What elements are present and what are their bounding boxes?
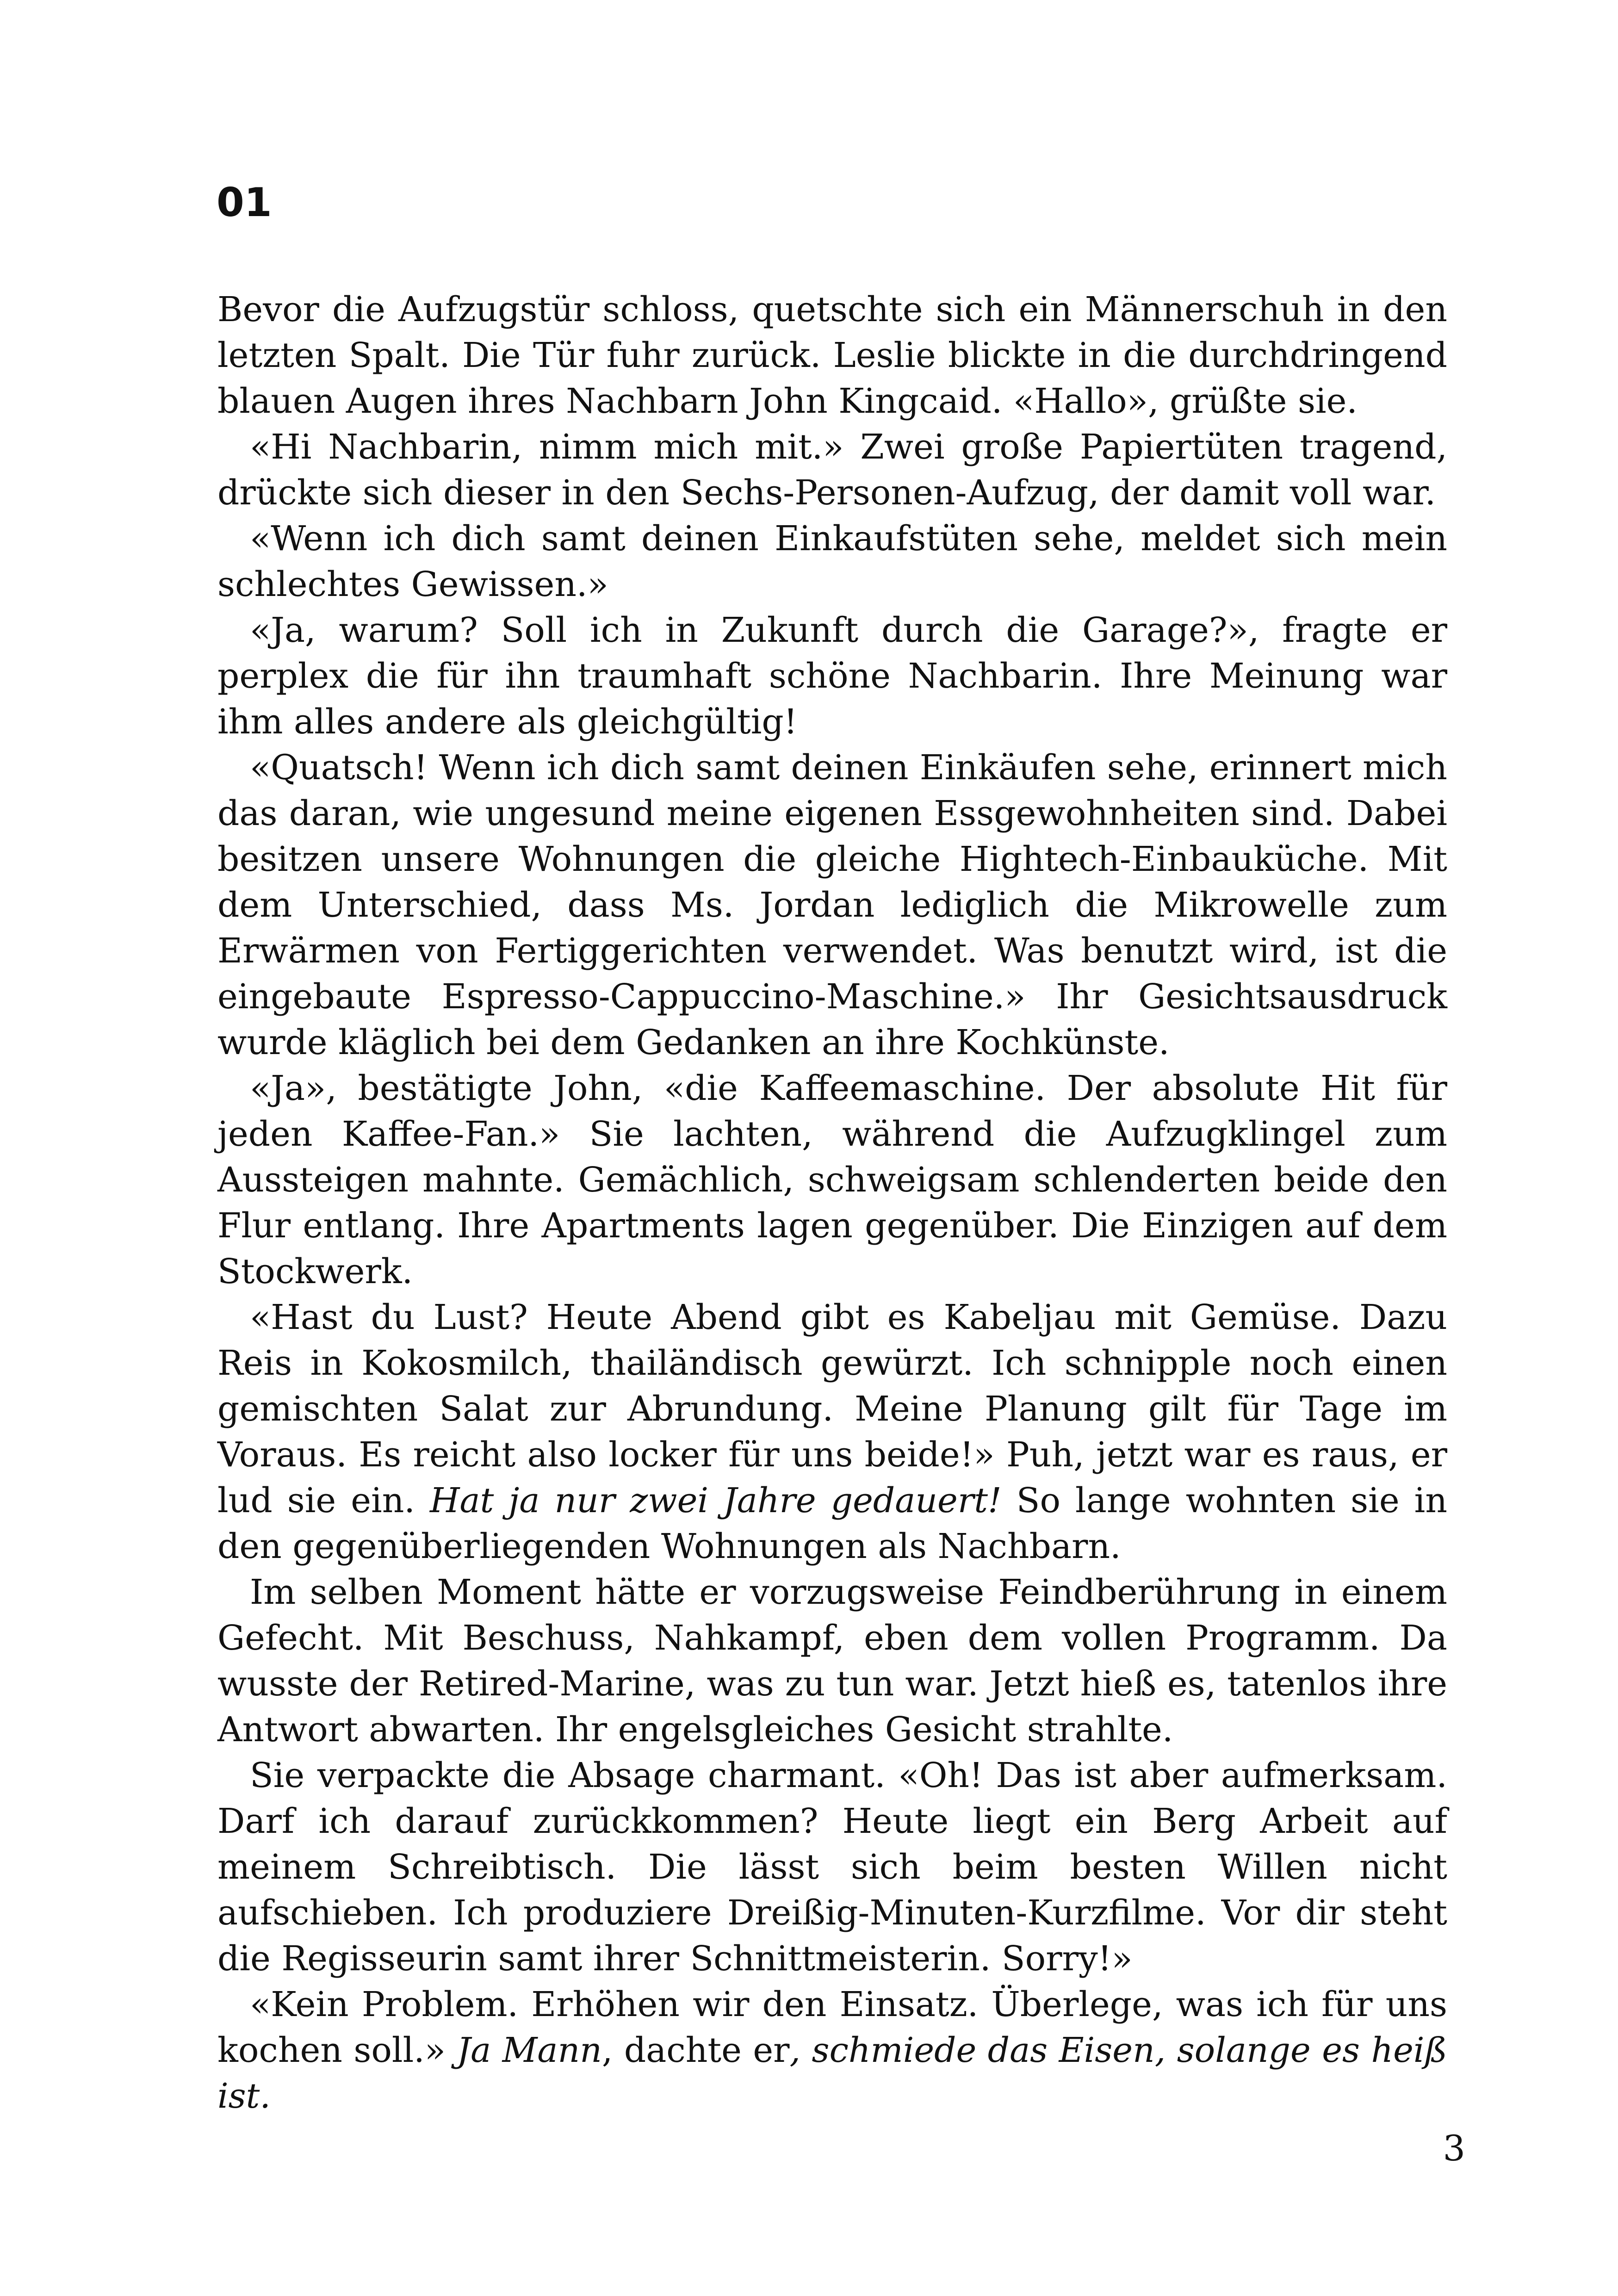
paragraph: [217, 608, 1447, 745]
page-number: 3: [1443, 2128, 1465, 2169]
italic-thought: , schmiede das Eisen, solange es heiß ist.: [217, 2030, 1447, 2116]
paragraph: [217, 287, 1447, 424]
text-run: Bevor die Aufzugstür schloss, quetschte sich ein Männerschuh in den letzten Spalt. Die Tür fuhr zurück. Leslie blickte in die durchdringend blauen Augen ihres Nachbarn John Kingcaid. «Hallo», grüßte sie.: [217, 290, 1447, 421]
chapter-number: 01: [217, 180, 272, 226]
paragraph: [217, 1753, 1447, 1982]
paragraph: [217, 516, 1447, 608]
text-run: «Wenn ich dich samt deinen Einkaufstüten sehe, meldet sich mein schlechtes Gewissen.»: [217, 519, 1447, 604]
italic-thought: Hat ja nur zwei Jahre gedauert!: [429, 1481, 1002, 1520]
text-run: «Kein Problem. Erhöhen wir den Einsatz. Überlege, was ich für uns kochen soll.»: [217, 1985, 1447, 2070]
text-run: «Ja, warum? Soll ich in Zukunft durch die Garage?», fragte er perplex die für ihn traumhaft schöne Nachbarin. Ihre Meinung war ihm alles andere als gleichgültig!: [217, 610, 1447, 742]
paragraph: [217, 1295, 1447, 1570]
text-run: Sie verpackte die Absage charmant. «Oh! Das ist aber aufmerksam. Darf ich darauf zurückkommen? Heute liegt ein Berg Arbeit auf meinem Schreibtisch. Die lässt sich beim besten Willen nicht aufschieben. Ich produziere Dreißig-Minuten-Kurzfilme. Vor dir steht die Regisseurin samt ihrer Schnittmeisterin. Sorry!»: [217, 1756, 1447, 1979]
text-run: «Ja», bestätigte John, «die Kaffeemaschine. Der absolute Hit für jeden Kaffee-Fan.» Sie lachten, während die Aufzugklingel zum Aussteigen mahnte. Gemächlich, schweigsam schlenderten beide den Flur entlang. Ihre Apartments lagen gegenüber. Die Einzigen auf dem Stockwerk.: [217, 1068, 1447, 1291]
text-run: «Hi Nachbarin, nimm mich mit.» Zwei große Papiertüten tragend, drückte sich dieser in den Sechs-Personen-Aufzug, der damit voll war.: [217, 427, 1447, 513]
text-run: «Quatsch! Wenn ich dich samt deinen Einkäufen sehe, erinnert mich das daran, wie ungesund meine eigenen Essgewohnheiten sind. Dabei besitzen unsere Wohnungen die gleiche Hightech-Einbauküche. Mit dem Unterschied, dass Ms. Jordan lediglich die Mikrowelle zum Erwärmen von Fertiggerichten verwendet. Was benutzt wird, ist die eingebaute Espresso-Cappuccino-Maschine.» Ihr Gesichtsausdruck wurde kläglich bei dem Gedanken an ihre Kochkünste.: [217, 748, 1447, 1062]
paragraph: [217, 745, 1447, 1066]
chapter-body: [217, 287, 1447, 2119]
paragraph: [217, 1066, 1447, 1295]
italic-thought: Ja Mann: [457, 2030, 602, 2070]
text-run: «Hast du Lust? Heute Abend gibt es Kabeljau mit Gemüse. Dazu Reis in Kokosmilch, thailändisch gewürzt. Ich schnipple noch einen gemischten Salat zur Abrundung. Meine Planung gilt für Tage im Voraus. Es reicht also locker für uns beide!» Puh, jetzt war es raus, er lud sie ein.: [217, 1297, 1447, 1520]
text-run: , dachte er: [601, 2030, 790, 2070]
text-run: So lange wohnten sie in den gegenüberliegenden Wohnungen als Nachbarn.: [217, 1481, 1447, 1566]
paragraph: [217, 1982, 1447, 2119]
paragraph: [217, 424, 1447, 516]
text-run: Im selben Moment hätte er vorzugsweise Feindberührung in einem Gefecht. Mit Beschuss, Nahkampf, eben dem vollen Programm. Da wusste der Retired-Marine, was zu tun war. Jetzt hieß es, tatenlos ihre Antwort abwarten. Ihr engelsgleiches Gesicht strahlte.: [217, 1572, 1447, 1750]
paragraph: [217, 1570, 1447, 1753]
